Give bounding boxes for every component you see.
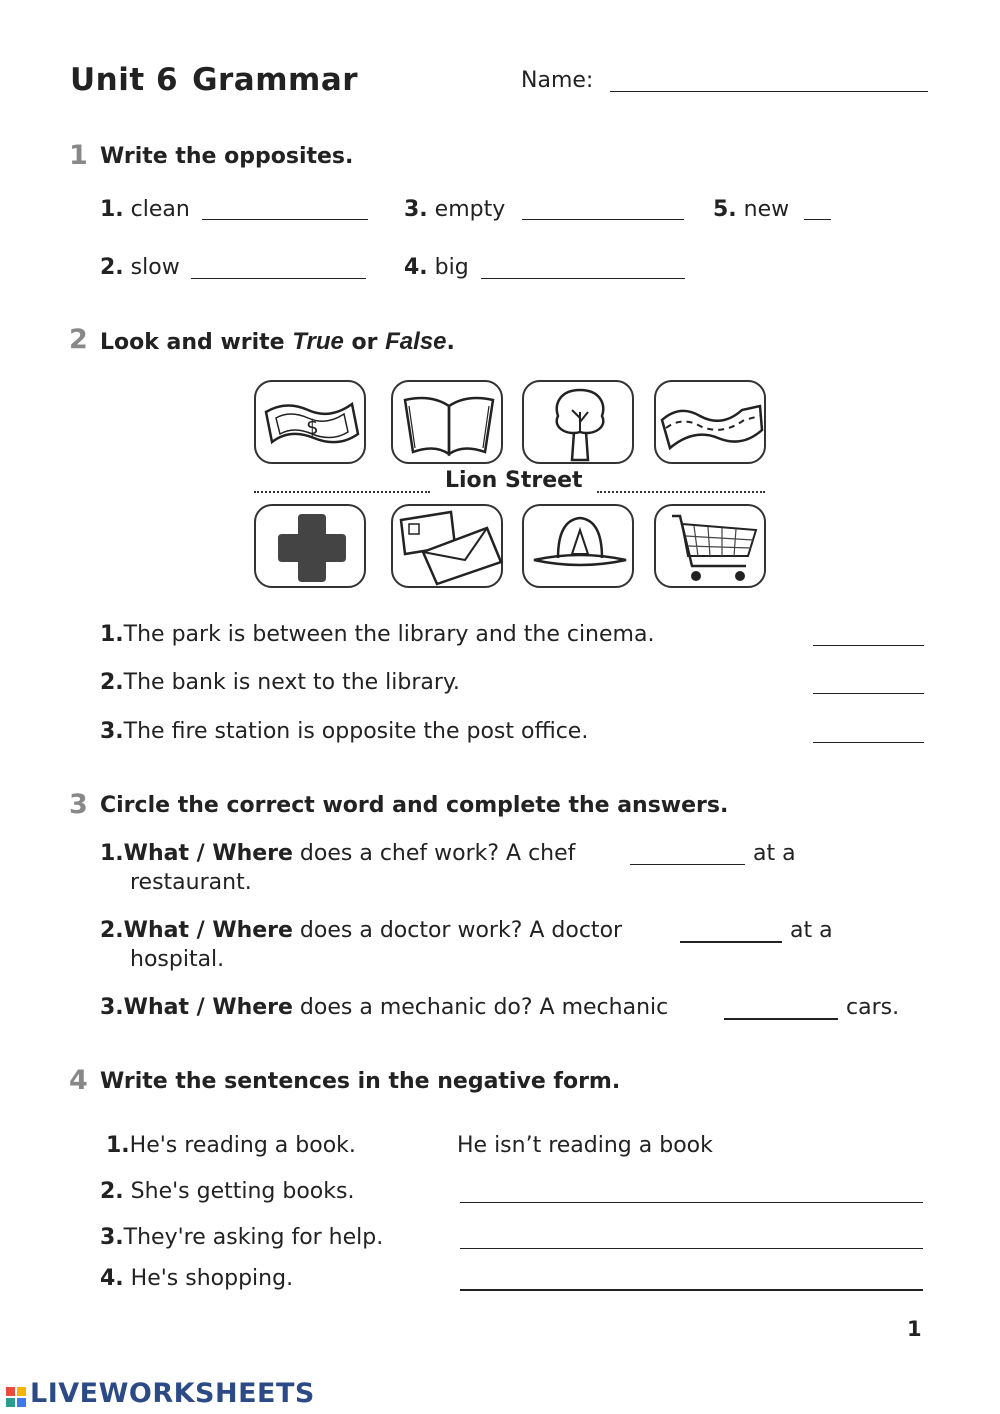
opposite-answer-3[interactable] <box>522 219 684 220</box>
opposite-answer-2[interactable] <box>191 278 366 279</box>
question-line2-1: restaurant. <box>130 870 252 895</box>
section-2-number: 2 <box>69 324 88 355</box>
opposite-answer-1[interactable] <box>202 219 368 220</box>
negative-answer-1[interactable]: He isn’t reading a book <box>457 1133 713 1158</box>
negative-answer-2[interactable] <box>460 1202 923 1203</box>
section-4-number: 4 <box>69 1065 88 1096</box>
unit-label: Unit 6 <box>70 62 179 98</box>
street-dotted-line-right <box>597 491 765 493</box>
page-number: 1 <box>907 1317 922 1341</box>
true-false-answer-3[interactable] <box>813 742 924 743</box>
street-label: Lion Street <box>445 468 583 493</box>
question-item-2: 2.What / Where does a doctor work? A doctor <box>100 918 623 943</box>
logo-text: LIVEWORKSHEETS <box>30 1378 315 1409</box>
question-line2-2: hospital. <box>130 947 225 972</box>
street-dotted-line-left <box>254 491 430 493</box>
true-false-item-3: 3.The fire station is opposite the post office. <box>100 719 589 744</box>
question-answer-2[interactable] <box>680 941 782 943</box>
section-3-number: 3 <box>69 789 88 820</box>
opposite-item-3: 3. empty <box>404 197 506 222</box>
choice-what-where-3[interactable]: What / Where <box>123 995 293 1020</box>
choice-what-where-1[interactable]: What / Where <box>123 841 293 866</box>
question-answer-3[interactable] <box>724 1018 838 1020</box>
opposite-item-1: 1. clean <box>100 197 190 222</box>
name-label: Name: <box>521 68 594 93</box>
question-after-1: at a <box>753 841 796 866</box>
opposite-answer-4[interactable] <box>481 278 685 279</box>
true-false-item-1: 1.The park is between the library and the cinema. <box>100 622 655 647</box>
page-title <box>70 62 358 98</box>
svg-text:$: $ <box>306 415 319 439</box>
negative-item-1: 1.He's reading a book. <box>106 1133 356 1158</box>
section-2-heading: Look and write True or False. <box>100 328 455 355</box>
title-label: Grammar <box>192 62 359 98</box>
opposite-item-2: 2. slow <box>100 255 180 280</box>
supermarket-cart-icon <box>654 504 766 588</box>
negative-answer-4[interactable] <box>460 1289 923 1291</box>
cinema-film-icon <box>654 380 766 464</box>
opposite-item-4: 4. big <box>404 255 469 280</box>
opposite-answer-5[interactable] <box>804 219 831 220</box>
section-4-heading: Write the sentences in the negative form. <box>100 1069 621 1094</box>
opposite-item-5: 5. new <box>713 197 790 222</box>
bank-icon <box>254 380 366 464</box>
question-item-1: 1.What / Where does a chef work? A chef <box>100 841 576 866</box>
negative-item-4: 4. He's shopping. <box>100 1266 294 1291</box>
library-book-icon <box>391 380 503 464</box>
logo-mark-icon <box>6 1383 26 1403</box>
section-1-heading: Write the opposites. <box>100 144 354 169</box>
park-tree-icon <box>522 380 634 464</box>
question-after-3: cars. <box>846 995 900 1020</box>
negative-item-3: 3.They're asking for help. <box>100 1225 384 1250</box>
question-item-3: 3.What / Where does a mechanic do? A mechanic <box>100 995 669 1020</box>
section-3-heading: Circle the correct word and complete the answers. <box>100 793 729 818</box>
true-false-answer-2[interactable] <box>813 693 924 694</box>
hospital-cross-icon <box>254 504 366 588</box>
true-false-answer-1[interactable] <box>813 645 924 646</box>
liveworksheets-logo[interactable] <box>6 1378 315 1409</box>
negative-item-2: 2. She's getting books. <box>100 1179 355 1204</box>
choice-what-where-2[interactable]: What / Where <box>123 918 293 943</box>
question-after-2: at a <box>790 918 833 943</box>
question-answer-1[interactable] <box>630 864 745 865</box>
true-false-item-2: 2.The bank is next to the library. <box>100 670 460 695</box>
negative-answer-3[interactable] <box>460 1248 923 1249</box>
name-input-line[interactable] <box>610 91 928 92</box>
section-1-number: 1 <box>69 140 88 171</box>
post-office-envelope-icon <box>391 504 503 588</box>
fire-station-helmet-icon <box>522 504 634 588</box>
